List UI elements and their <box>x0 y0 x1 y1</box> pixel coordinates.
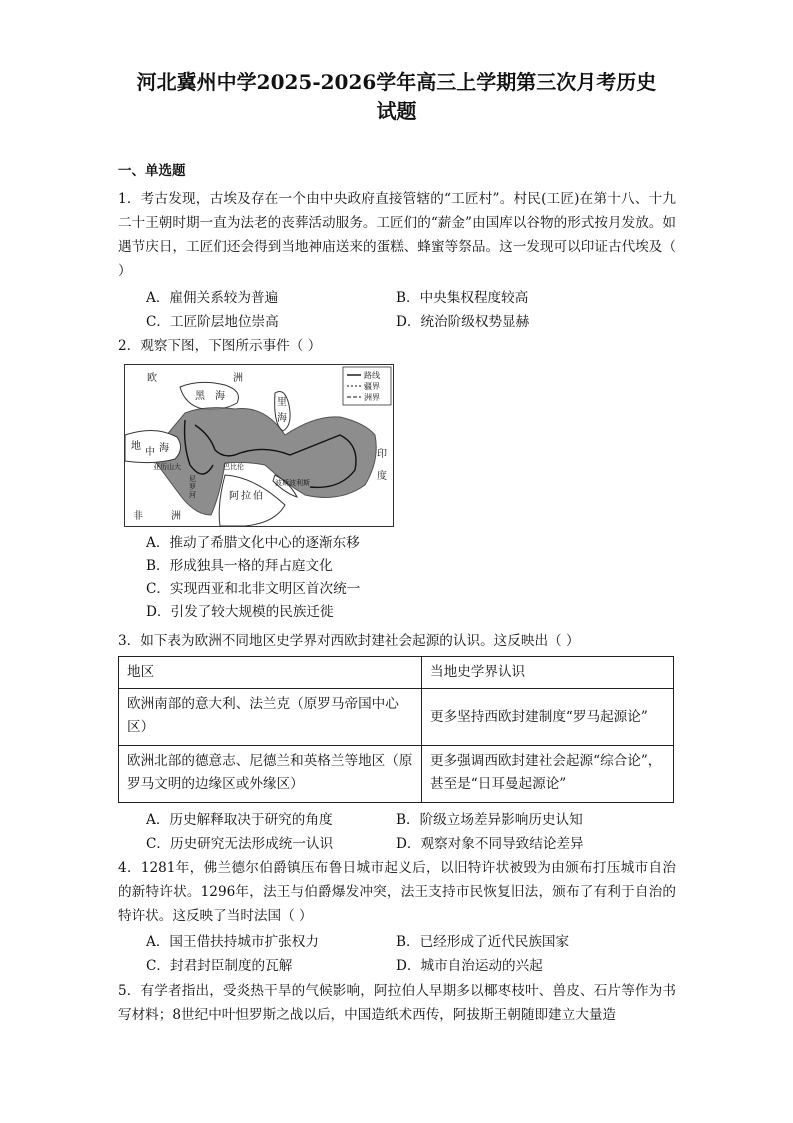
q4-options <box>146 930 676 978</box>
page-title <box>110 68 683 126</box>
map-label-europe-1: 欧 <box>147 373 157 384</box>
section-heading: 一、单选题 <box>118 163 186 179</box>
q3-option-c[interactable]: C．历史研究无法形成统一认识 <box>146 836 334 852</box>
q4-option-c[interactable]: C．封君封臣制度的瓦解 <box>146 958 293 974</box>
map-label-alexandria: 亚历山大 <box>153 463 181 471</box>
q1-option-d[interactable]: D．统治阶级权势显赫 <box>396 314 530 330</box>
map-label-med-2: 中 <box>145 447 155 458</box>
q4-option-b[interactable]: B．已经形成了近代民族国家 <box>396 934 570 950</box>
q5-stem: 5．有学者指出，受炎热干旱的气候影响，阿拉伯人早期多以椰枣枝叶、兽皮、石片等作为书写材料；8世纪中叶怛罗斯之战以后，中国造纸术西传，阿拔斯王朝随即建立大量造 <box>118 983 676 1023</box>
map-label-europe-2: 洲 <box>233 373 243 384</box>
map-label-nile-3: 河 <box>189 491 196 499</box>
table-header-cell: 地区 <box>119 657 422 689</box>
q1-option-b[interactable]: B．中央集权程度较高 <box>396 290 529 306</box>
table-row <box>119 689 674 746</box>
q2-option-b[interactable]: B．形成独具一格的拜占庭文化 <box>146 558 333 574</box>
legend-continent-border: 洲界 <box>364 393 380 402</box>
q3-stem: 3．如下表为欧洲不同地区史学界对西欧封建社会起源的认识。这反映出（ ） <box>118 633 580 649</box>
q2-option-a[interactable]: A．推动了希腊文化中心的逐渐东移 <box>146 535 360 551</box>
q2-option-d[interactable]: D．引发了较大规模的民族迁徙 <box>146 604 334 620</box>
q4-option-a[interactable]: A．国王借扶持城市扩张权力 <box>146 934 319 950</box>
q2-options <box>146 532 676 624</box>
table-header-cell: 当地史学界认识 <box>422 657 674 689</box>
q1-options <box>146 286 676 334</box>
q1-option-c[interactable]: C．工匠阶层地位崇高 <box>146 314 279 330</box>
map-label-blacksea-2: 海 <box>215 391 225 402</box>
legend-border: 疆界 <box>364 382 380 391</box>
legend-route: 路线 <box>364 371 380 380</box>
map-label-med-3: 海 <box>159 443 169 454</box>
map-label-africa-1: 非 <box>133 511 143 522</box>
title-line-1: 河北冀州中学2025-2026学年高三上学期第三次月考历史 <box>136 70 657 94</box>
q1-stem: 1．考古发现，古埃及存在一个由中央政府直接管辖的“工匠村”。村民(工匠)在第十八、十九二十王朝时期一直为法老的丧葬活动服务。工匠们的“薪金”由国库以谷物的形式按月发放。如遇节庆日，工匠们还会得到当地神庙送来的蛋糕、蜂蜜等祭品。这一发现可以印证古代埃及（ ） <box>118 191 676 279</box>
map-label-africa-2: 洲 <box>171 511 181 522</box>
map-label-blacksea-1: 黑 <box>195 391 205 402</box>
q3-table <box>118 656 674 803</box>
map-label-india-1: 印 <box>377 449 387 460</box>
table-cell: 欧洲南部的意大利、法兰克（原罗马帝国中心区） <box>119 689 422 746</box>
q3-option-a[interactable]: A．历史解释取决于研究的角度 <box>146 812 333 828</box>
title-line-2: 试题 <box>376 99 417 123</box>
map-label-babylon: 巴比伦 <box>223 463 244 471</box>
map-label-persepolis: 波斯波利斯 <box>275 479 310 487</box>
map-label-nile-1: 尼 <box>189 475 196 483</box>
table-cell: 更多强调西欧封建社会起源“综合论”，甚至是“日耳曼起源论” <box>422 746 674 803</box>
map-label-arabia-2: 拉 <box>241 491 251 502</box>
q4-stem: 4．1281年，佛兰德尔伯爵镇压布鲁日城市起义后，以旧特许状被毁为由颁布打压城市自治的新特许状。1296年，法王与伯爵爆发冲突，法王支持市民恢复旧法，颁布了有利于自治的特许状。这反映了当时法国（ ） <box>118 860 676 924</box>
table-row <box>119 746 674 803</box>
q2-stem: 2．观察下图，下图所示事件（ ） <box>118 338 322 354</box>
table-header-row <box>119 657 674 689</box>
q4-option-d[interactable]: D．城市自治运动的兴起 <box>396 958 543 974</box>
map-figure <box>125 365 393 526</box>
map-label-nile-2: 罗 <box>189 483 196 491</box>
q3-option-b[interactable]: B．阶级立场差异影响历史认知 <box>396 812 583 828</box>
q3-option-d[interactable]: D．观察对象不同导致结论差异 <box>396 836 584 852</box>
table-cell: 欧洲北部的德意志、尼德兰和英格兰等地区（原罗马文明的边缘区或外缘区） <box>119 746 422 803</box>
q2-option-c[interactable]: C．实现西亚和北非文明区首次统一 <box>146 581 361 597</box>
map-label-arabia-1: 阿 <box>229 491 239 502</box>
q1-option-a[interactable]: A．雇佣关系较为普遍 <box>146 290 279 306</box>
map-label-caspian-2: 海 <box>277 413 287 424</box>
map-label-india-2: 度 <box>377 471 387 482</box>
q3-options <box>146 808 676 856</box>
map-label-med-1: 地 <box>131 441 141 452</box>
map-label-arabia-3: 伯 <box>253 491 263 502</box>
q2-map <box>124 364 394 527</box>
table-cell: 更多坚持西欧封建制度“罗马起源论” <box>422 689 674 746</box>
map-label-caspian-1: 里 <box>277 397 287 408</box>
